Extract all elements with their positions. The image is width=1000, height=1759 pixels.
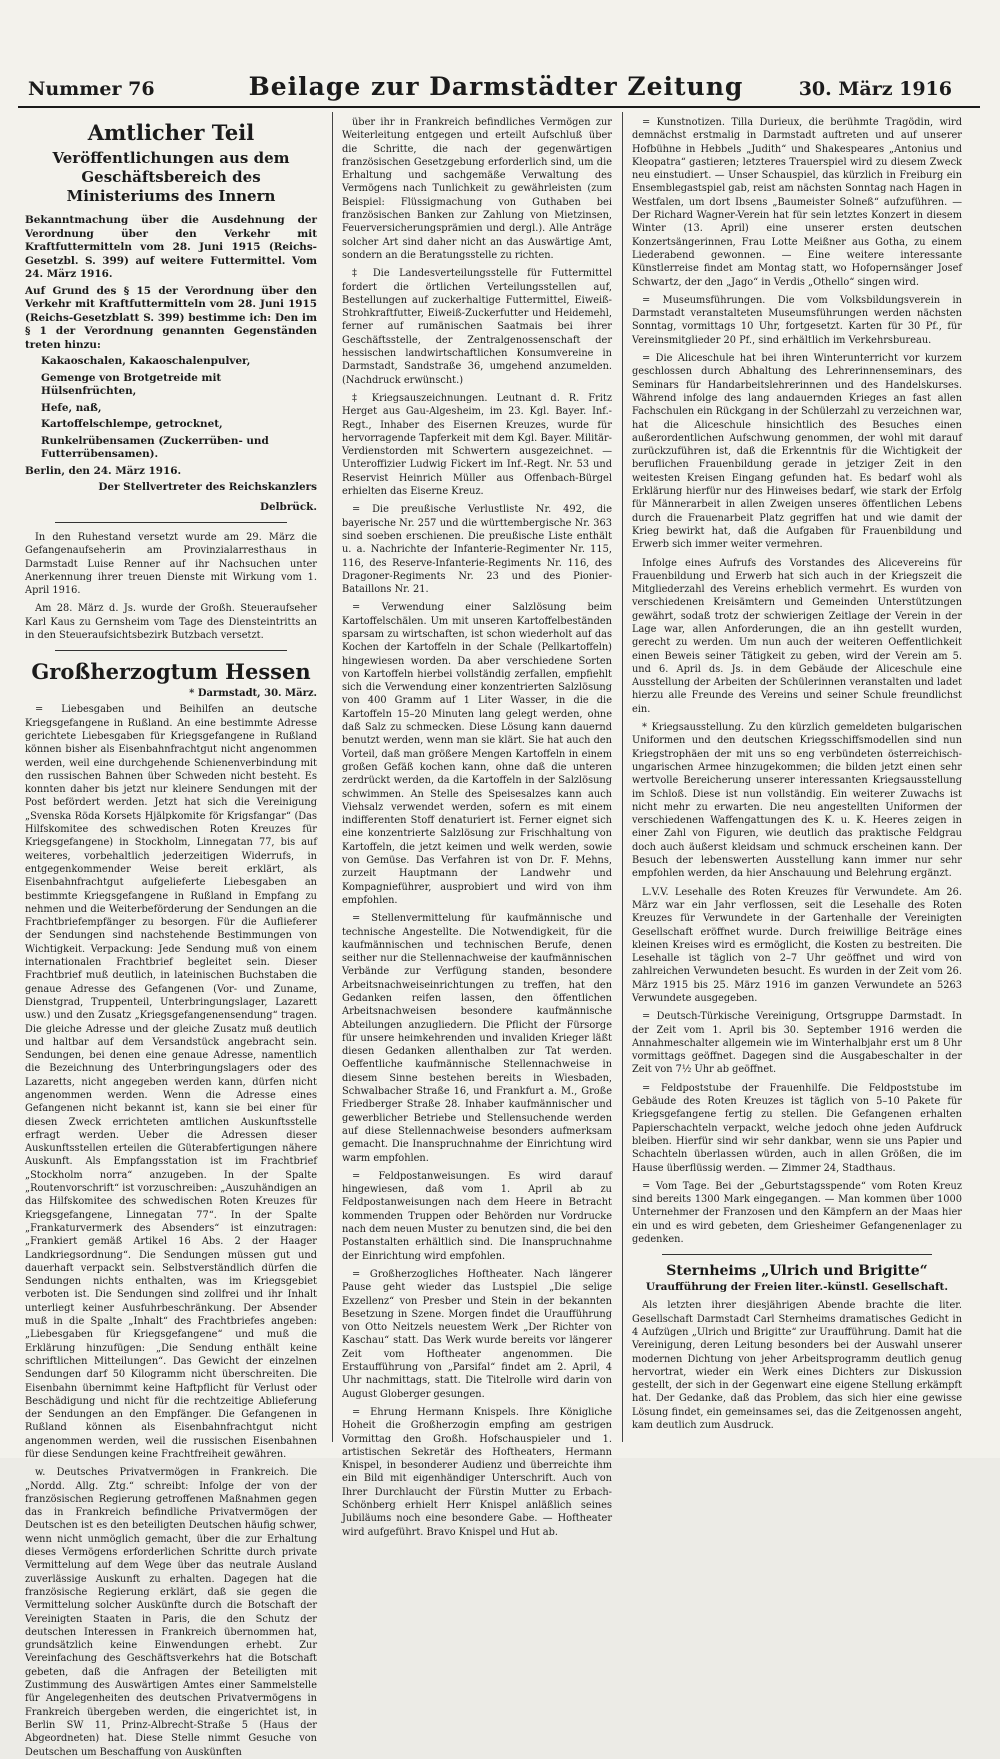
article-paragraph: L.V.V. Lesehalle des Roten Kreuzes für Verwundete. Am 26. März war ein Jahr verflossen, seit die Lesehalle des Roten Kreuzes für Verwundete in der Gartenhalle der Vereinigten Gesellschaft eröffnet wurde. Durch freiwillige Beiträge eines kleinen Kreises wird es ermöglicht, die Kosten zu bestreiten. Die Lesehalle ist täglich von 2–7 Uhr geöffnet und wird von zahlreichen Verwundeten besucht. Es wurden in der Zeit vom 26. März 1915 bis 25. März 1916 im ganzen Verwundete an 5263 Verwundete ausgegeben.: [632, 886, 962, 1004]
column-divider: [332, 112, 333, 1442]
feuilleton-text: Als letzten ihrer diesjährigen Abende brachte die liter. Gesellschaft Darmstadt Carl Sternheims dramatisches Gedicht in 4 Aufzügen „Ulrich und Brigitte“ zur Uraufführung. Damit hat die Vereinigung, deren Leitung besonders bei der Auswahl unserer modernen Dichtung von jeher Arbeitsprogramm deutlich genug hervortrat, wieder ein Werk eines Dichters zur Diskussion gestellt, der sich in der Gegenwart eine eigene Stellung erkämpft hat. Der Gedanke, daß das Problem, das sich hier eine gewisse Lösung findet, ein gemeinsames sei, das die Zeitgenossen angeht, kam deutlich zum Ausdruck.: [632, 1300, 962, 1432]
article-paragraph: = Vom Tage. Bei der „Geburtstagsspende“ vom Roten Kreuz sind bereits 1300 Mark eingegangen. — Man kommen über 1000 Unternehmer der Franzosen und den Kämpfern an der Maas hier ein und es wird gebeten, dem Griesheimer Gefangenenlager zu gedenken.: [632, 1180, 962, 1246]
article-paragraph: = Verwendung einer Salzlösung beim Kartoffelschälen. Um mit unseren Kartoffelbeständen sparsam zu wirtschaften, ist schon wiederholt auf das Kochen der Kartoffeln in der Schale (Pellkartoffeln) hingewiesen worden. Da aber verschiedene Sorten von Kartoffeln hierbei vollständig zerfallen, empfiehlt sich die Verwendung einer konzentrierten Salzlösung von 400 Gramm auf 1 Liter Wasser, in die die Kartoffeln 15–20 Minuten lang gelegt werden, ohne daß Salz zu schmecken. Diese Lösung kann dauernd benutzt werden, wenn man sie klärt. Sie hat auch den Vorteil, daß man größere Mengen Kartoffeln in einem großen Gefäß kochen kann, ohne daß die unteren zerdrückt werden, da die Kartoffeln in der Salzlösung schwimmen. An Stelle des Speisesalzes kann auch Viehsalz verwendet werden, sofern es mit einem indifferenten Stoff denaturiert ist. Ferner eignet sich eine konzentrierte Salzlösung zur Frischhaltung von Kartoffeln, die jetzt keimen und welk werden, sowie von Gemüse. Das Verfahren ist von Dr. F. Mehns, zurzeit Hauptmann der Landwehr und Kompagnieführer, ausprobiert und wird von ihm empfohlen.: [342, 602, 612, 906]
article-paragraph: * Kriegsausstellung. Zu den kürzlich gemeldeten bulgarischen Uniformen und den deutschen Kriegsschiffsmodellen sind nun Kriegstrophäen der mit uns so eng verbündeten österreichisch-ungarischen Armee hinzugekommen; die bilden jetzt einen sehr wertvolle Bereicherung unserer interessanten Kriegsausstellung im Schloß. Diese ist nun vollständig. Ein weiterer Zuwachs ist nicht mehr zu erwarten. Die neu angestellten Uniformen der verschiedenen Waffengattungen des K. u. K. Heeres zeigen in einer Zahl von Figuren, wie deutlich das praktische Feldgrau doch auch äußerst kleidsam und schmuck erscheinen kann. Der Besuch der lebenswerten Ausstellung kann immer nur sehr empfohlen werden, da hier Anschauung und Belehrung ergänzt.: [632, 722, 962, 880]
article-paragraph: ‡ Kriegsauszeichnungen. Leutnant d. R. Fritz Herget aus Gau-Algesheim, im 23. Kgl. Bayer. Inf.-Regt., Inhaber des Eisernen Kreuzes, wurde für hervorragende Tapferkeit mit dem Kgl. Bayer. Militär-Verdienstorden mit Schwertern ausgezeichnet. — Unteroffizier Ludwig Fickert im Inf.-Regt. Nr. 53 und Reservist Heinrich Müller aus Offenbach-Bürgel erhielten das Eiserne Kreuz.: [342, 392, 612, 498]
newspaper-title: Beilage zur Darmstädter Zeitung: [248, 72, 744, 101]
column-1: [25, 116, 317, 1758]
feuilleton-title: Sternheims „Ulrich und Brigitte“: [666, 1263, 928, 1280]
signatory: Delbrück.: [259, 500, 317, 513]
separator: [55, 650, 287, 651]
notice-transfer: Am 28. März d. Js. wurde der Großh. Steueraufseher Karl Kaus zu Gernsheim vom Tage des Diensteintritts an in den Steueraufsichtsbezirk Butzbach versetzt.: [25, 603, 317, 642]
separator: [662, 1254, 932, 1255]
article-paragraph: ‡ Die Landesverteilungsstelle für Futtermittel fordert die örtlichen Verteilungsstellen auf, Bestellungen auf zuckerhaltige Futtermittel, Eiweiß-Strohkraftfutter, Eiweiß-Zuckerfutter und Heidemehl, ferner auf rumänischen Saatmais bei ihrer Geschäftsstelle, der Zentralgenossenschaft der hessischen landwirtschaftlichen Konsumvereine in Darmstadt, Sandstraße 36, umgehend anzumelden. (Nachdruck erwünscht.): [342, 268, 612, 386]
article-paragraph: = Museumsführungen. Die vom Volksbildungsverein in Darmstadt veranstalteten Museumsführungen werden nächsten Sonntag, vormittags 10 Uhr, fortgesetzt. Karten für 30 Pf., für Vereinsmitglieder 20 Pf., sind erhältlich im Verkehrsbureau.: [632, 294, 962, 346]
article-paragraph: Infolge eines Aufrufs des Vorstandes des Alicevereins für Frauenbildung und Erwerb hat sich auch in der Kriegszeit die Mitgliederzahl des Vereins erheblich vermehrt. Es wurden von verschiedenen Kreisämtern und Gemeinden Unterstützungen gewährt, sodaß trotz der schwierigen Zeitlage der Verein in der Lage war, allen Anforderungen, die an ihn gestellt wurden, gerecht zu werden. Um nun auch der weiteren Oeffentlichkeit einen Beweis seiner Tätigkeit zu geben, wird der Verein am 5. und 6. April ds. Js. in dem Gebäude der Aliceschule eine Ausstellung der Arbeiten der Schülerinnen veranstalten und ladet hierzu alle Freunde des Vereins und seiner Schule freundlichst ein.: [632, 557, 962, 715]
ordinance-intro: Bekanntmachung über die Ausdehnung der Verordnung über den Verkehr mit Kraftfuttermitteln vom 28. Juni 1915 (Reichs-Gesetzbl. S. 399) auf weitere Futtermittel. Vom 24. März 1916.: [25, 214, 317, 280]
signatory-title: Der Stellvertreter des Reichskanzlers: [98, 481, 317, 493]
ordinance-item: Kartoffelschlempe, getrocknet,: [41, 418, 223, 430]
article-paragraph: = Großherzogliches Hoftheater. Nach längerer Pause geht wieder das Lustspiel „Die selige Exzellenz“ von Presber und Stein in der bekannten Besetzung in Szene. Morgen findet die Uraufführung von Otto Neitzels neuestem Werk „Der Richter von Kaschau“ statt. Das Werk wurde bereits vor längerer Zeit vom Hoftheater angenommen. Die Erstaufführung von „Parsifal“ findet am 2. April, 4 Uhr nachmittags, statt. Die Titelrolle wird darin von August Globerger gesungen.: [342, 1268, 612, 1400]
issue-date: 30. März 1916: [798, 78, 952, 100]
column-divider: [622, 112, 623, 1442]
article-paragraph: = Kunstnotizen. Tilla Durieux, die berühmte Tragödin, wird demnächst erstmalig in Darmstadt auftreten und auf unserer Hofbühne in Hebbels „Judith“ und Shakespeares „Antonius und Kleopatra“ gastieren; letzteres Trauerspiel wird zu diesem Zweck neu einstudiert. — Unser Schauspiel, das kürzlich in Freiburg ein Ensemblegastspiel gab, reist am nächsten Sonntag nach Hagen in Westfalen, um dort Ibsens „Baumeister Solneß“ aufzuführen. — Der Richard Wagner-Verein hat für sein letztes Konzert in diesem Winter (13. April) eine unserer ersten deutschen Konzertsängerinnen, Frau Lotte Meißner aus Gotha, zu einem Liederabend gewonnen. — Eine weitere interessante Künstlerreise findet am Montag statt, wo Hofopernsänger Josef Schwartz, der den „Jago“ in Verdis „Othello“ singen wird.: [632, 117, 962, 288]
article-paragraph: = Stellenvermittelung für kaufmännische und technische Angestellte. Die Notwendigkeit, für die kaufmännischen und technischen Berufe, denen seither nur die Stellennachweise der kaufmännischen Verbände zur Verfügung standen, besondere Arbeitsnachweiseinrichtungen zu treffen, hat den Gedanken reifen lassen, den öffentlichen Arbeitsnachweisen besondere kaufmännische Abteilungen anzugliedern. Die Pflicht der Fürsorge für unsere heimkehrenden und invaliden Krieger läßt diesen Gedanken allenthalben zur Tat werden. Oeffentliche kaufmännische Stellennachweise in diesem Sinne bestehen bereits in Wiesbaden, Schwalbacher Straße 16, und Frankfurt a. M., Große Friedberger Straße 28. Inhaber kaufmännischer und gewerblicher Betriebe und Stellensuchende werden auf diese Stellennachweise besonders aufmerksam gemacht. Die Inanspruchnahme der Einrichtung wird warm empfohlen.: [342, 913, 612, 1164]
ordinance-item: Runkelrübensamen (Zuckerrüben- und Futterrübensamen).: [41, 434, 269, 460]
masthead-rule: [18, 106, 980, 108]
ordinance-item: Hefe, naß,: [41, 401, 102, 414]
issue-number: Nummer 76: [28, 78, 155, 100]
separator: [55, 522, 287, 523]
section-subtitle: Veröffentlichungen aus dem Geschäftsbereich des Ministeriums des Innern: [52, 149, 290, 205]
column-3: [632, 116, 962, 1442]
ordinance-item: Gemenge von Brotgetreide mit Hülsenfrüchten,: [41, 371, 222, 397]
article-paragraph: = Feldpoststube der Frauenhilfe. Die Feldpoststube im Gebäude des Roten Kreuzes ist täglich von 5–10 Pakete für Kriegsgefangene fertig zu stellen. Die Gefangenen erhalten Papierschachteln verpackt, welche jedoch ohne jeden Aufdruck bleiben. Hierfür sind wir sehr dankbar, wenn sie uns Papier und Schachteln überlassen würden, auch in allen Größen, die im Hause überflüssig werden. — Zimmer 24, Stadthaus.: [632, 1082, 962, 1174]
section-title-hessen: Großherzogtum Hessen: [31, 659, 311, 685]
section-title-official: Amtlicher Teil: [87, 120, 255, 145]
feuilleton-subtitle: Uraufführung der Freien liter.-künstl. Gesellschaft.: [645, 1281, 949, 1294]
place-date: Berlin, den 24. März 1916.: [25, 464, 182, 477]
article-paragraph: = Die preußische Verlustliste Nr. 492, die bayerische Nr. 257 und die württembergische Nr. 363 sind soeben erschienen. Die preußische Liste enthält u. a. Nachrichte der Infanterie-Regimenter Nr. 115, 116, des Reserve-Infanterie-Regiments Nr. 116, des Dragoner-Regiments Nr. 23 und des Pionier-Bataillons Nr. 21.: [342, 504, 612, 596]
dateline: * Darmstadt, 30. März.: [189, 688, 317, 700]
ordinance-body: Auf Grund des § 15 der Verordnung über den Verkehr mit Kraftfuttermitteln vom 28. Juni 1915 (Reichs-Gesetzblatt S. 399) bestimme ich: Den im § 1 der Verordnung genannten Gegenständen treten hinzu:: [25, 284, 317, 351]
ordinance-item: Kakaoschalen, Kakaoschalenpulver,: [41, 355, 251, 367]
column-2: [342, 116, 612, 1538]
article-paragraph: = Ehrung Hermann Knispels. Ihre Königliche Hoheit die Großherzogin empfing am gestrigen Vormittag den Großh. Hofschauspieler und 1. artistischen Sekretär des Hoftheaters, Hermann Knispel, in besonderer Audienz und überreichte ihm ein Bild mit eigenhändiger Unterschrift. Auch von Ihrer Durchlaucht der Fürstin Mutter zu Erbach-Schönberg erhielt Herr Knispel anläßlich seines Jubiläums noch eine besondere Gabe. — Hoftheater wird aufgeführt. Bravo Knispel und Hut ab.: [342, 1406, 612, 1538]
article-paragraph: = Feldpostanweisungen. Es wird darauf hingewiesen, daß vom 1. April ab zu Feldpostanweisungen nach dem Heere in Betracht kommenden Truppen oder Behörden nur Vordrucke nach dem neuen Muster zu benutzen sind, die bei den Postanstalten erhältlich sind. Die Inanspruchnahme der Einrichtung wird empfohlen.: [342, 1170, 612, 1262]
masthead: [18, 68, 974, 102]
article-paragraph: w. Deutsches Privatvermögen in Frankreich. Die „Nordd. Allg. Ztg.“ schreibt: Infolge der von der französischen Regierung getroffenen Maßnahmen gegen das in Frankreich befindliche Privatvermögen der Deutschen ist es den beteiligten Deutschen häufig schwer, wenn nicht unmöglich gemacht, über die zur Erhaltung dieses Vermögens erforderlichen Schritte durch private Vermittelung auf dem Wege über das neutrale Ausland zuverlässige Auskunft zu erhalten. Dagegen hat die französische Regierung erklärt, daß sie gegen die Vermittelung solcher Auskünfte durch die Botschaft der Vereinigten Staaten in Paris, die den Schutz der deutschen Interessen in Frankreich übernommen hat, grundsätzlich keine Einwendungen erhebt. Zur Vereinfachung des Geschäftsverkehrs hat die Botschaft gebeten, daß die Anfragen der Beteiligten mit Zustimmung des Auswärtigen Amtes einer Sammelstelle für Angelegenheiten des deutschen Privatvermögens in Frankreich übergeben werden, die eingerichtet ist, in Berlin SW 11, Prinz-Albrecht-Straße 5 (Haus der Abgeordneten) hat. Diese Stelle nimmt Gesuche von Deutschen um Beschaffung von Auskünften: [25, 1467, 317, 1758]
article-paragraph: = Liebesgaben und Beihilfen an deutsche Kriegsgefangene in Rußland. An eine bestimmte Adresse gerichtete Liebesgaben für Kriegsgefangene in Rußland können bisher als Eisenbahnfrachtgut nicht angenommen werden, weil eine durchgehende Schienenverbindung mit den russischen Bahnen über Schweden nicht besteht. Es konnten daher bis jetzt nur kleinere Sendungen mit der Post befördert werden. Jetzt hat sich die Vereinigung „Svenska Röda Korsets Hjälpkomite för Krigsfangar“ (Das Hilfskomitee des schwedischen Roten Kreuzes für Kriegsgefangene) in Stockholm, Linnegatan 77, bis auf weiteres, vorbehaltlich jederzeitigen Widerrufs, in entgegenkommender Weise bereit erklärt, als Eisenbahnfrachtgut aufgelieferte Liebesgaben an bestimmte Kriegsgefangene in Rußland in Empfang zu nehmen und die Weiterbeförderung der Sendungen an die Frachtbriefempfänger zu besorgen. Für die Auflieferer der Sendungen sind nachstehende Bestimmungen von Wichtigkeit. Verpackung: Jede Sendung muß von einem internationalen Frachtbrief begleitet sein. Dieser Frachtbrief muß deutlich, in lateinischen Buchstaben die genaue Adresse des Gefangenen (Vor- und Zuname, Dienstgrad, Truppenteil, Unterbringungslager, Lazarett usw.) und den Zusatz „Kriegsgefangenensendung“ tragen. Die gleiche Adresse und der gleiche Zusatz muß deutlich und haltbar auf dem Versandstück angebracht sein. Sendungen, bei denen eine genaue Adresse, namentlich die Bezeichnung des Unterbringungslagers oder des Lazaretts, nicht angegeben werden kann, dürfen nicht angenommen werden. Wenn die Adresse eines Gefangenen nicht bekannt ist, kann sie bei einer für diesen Zweck errichteten amtlichen Auskunftsstelle erfragt werden. Ueber die Adressen dieser Auskunftsstellen erteilen die Güterabfertigungen nähere Auskunft. Als Empfangsstation ist im Frachtbrief „Stockholm norra“ anzugeben. In der Spalte „Routenvorschrift“ ist vorzuschreiben: „Auszuhändigen an das Hilfskomitee des schwedischen Roten Kreuzes für Kriegsgefangene, Linnegatan 77“. In der Spalte „Frankaturvermerk des Absenders“ ist einzutragen: „Frankiert gemäß Artikel 16 Abs. 2 der Haager Landkriegsordnung“. Die Sendungen müssen gut und dauerhaft verpackt sein. Selbstverständlich dürfen die Sendungen nichts enthalten, was im Kriegsgebiet verboten ist. Die Sendungen sind zollfrei und ihr Inhalt unterliegt keiner Ausfuhrbeschränkung. Der Absender muß in die Spalte „Inhalt“ des Frachtbriefes angeben: „Liebesgaben für Kriegsgefangene“ und muß die Erklärung hinzufügen: „Die Sendung enthält keine schriftlichen Mitteilungen“. Das Gewicht der einzelnen Sendungen darf 50 Kilogramm nicht überschreiten. Die Eisenbahn übernimmt keine Haftpflicht für Verlust oder Beschädigung und nicht für die rechtzeitige Ablieferung der Sendungen an den Empfänger. Die Gefangenen in Rußland können als Eisenbahnfrachtgut nicht angenommen werden, weil die russischen Eisenbahnen für diese Sendungen keine Frachtfreiheit gewähren.: [25, 704, 317, 1460]
notice-retirement: In den Ruhestand versetzt wurde am 29. März die Gefangenaufseherin am Provinzialarresthaus in Darmstadt Luise Renner auf ihr Nachsuchen unter Anerkennung ihrer treuen Dienste mit Wirkung vom 1. April 1916.: [25, 532, 317, 597]
article-paragraph: über ihr in Frankreich befindliches Vermögen zur Weiterleitung entgegen und erteilt Aufschluß über die Schritte, die nach der gegenwärtigen französischen Gesetzgebung erforderlich sind, um die Erhaltung und sachgemäße Verwaltung des Vermögens nach Tunlichkeit zu gewährleisten (zum Beispiel: Flüssigmachung von Guthaben bei französischen Banken zur Zahlung von Mietzinsen, Feuerversicherungsprämien und dergl.). Alle Anträge solcher Art sind daher nicht an das Auswärtige Amt, sondern an die Beratungsstelle zu richten.: [342, 117, 612, 261]
article-paragraph: = Deutsch-Türkische Vereinigung, Ortsgruppe Darmstadt. In der Zeit vom 1. April bis 30. September 1916 werden die Annahmeschalter allgemein wie im Winterhalbjahr erst um 8 Uhr vormittags geöffnet. Dagegen sind die Ausgabeschalter in der Zeit von 7½ Uhr ab geöffnet.: [632, 1011, 962, 1076]
article-paragraph: = Die Aliceschule hat bei ihren Winterunterricht vor kurzem geschlossen durch Abhaltung des Lehrerinnenseminars, des Seminars für Handarbeitslehrerinnen und des Handelskurses. Während infolge des lang andauernden Krieges an fast allen Fachschulen ein Rückgang in der Schülerzahl zu verzeichnen war, hat die Aliceschule hinsichtlich des Besuches einen außerordentlichen Aufschwung genommen, der wohl mit darauf zurückzuführen ist, daß die Erkenntnis für die Wichtigkeit der beruflichen Frauenbildung gerade in jetziger Zeit in den weitesten Kreisen Eingang gefunden hat. Es bedarf wohl als Erklärung hierfür nur des Hinweises bedarf, wie stark der Erfolg für Männerarbeit in allen Zweigen unseres öffentlichen Lebens durch die Frauenarbeit Platz gegriffen hat und wie damit der Krieg bewirkt hat, daß die Aufgaben für Frauenbildung und Erwerb sich immer weiter vermehren.: [632, 353, 962, 551]
